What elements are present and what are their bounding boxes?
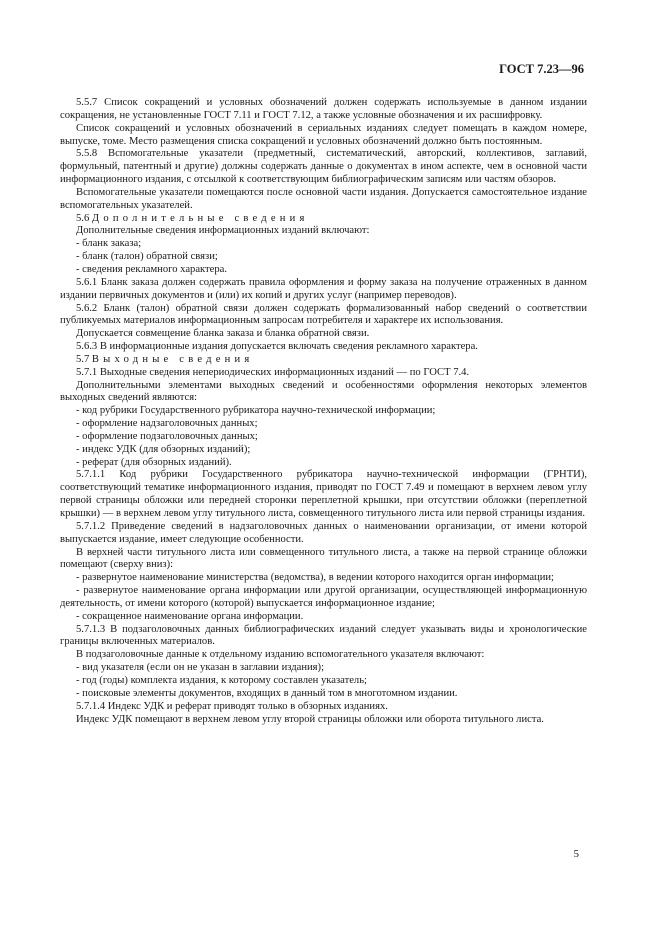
body-paragraph: 5.6.3 В информационные издания допускается включать сведения рекламного характера.	[76, 341, 478, 353]
body-paragraph: 5.5.8 Вспомогательные указатели (предметный, систематический, авторский, коллективов, заглавий, формульный, патентный и другие) должны содержать данные о документах в ином аспекте, чем в основной части информационного издания, с отсылкой к соответствующим библиографическим записям или частям обзоров.	[60, 148, 587, 186]
list-item: - бланк (талон) обратной связи;	[76, 251, 218, 263]
body-paragraph: Дополнительные сведения информационных изданий включают:	[76, 225, 370, 237]
body-paragraph: 5.7.1.2 Приведение сведений в надзаголовочных данных о наименовании организации, от имени которой выпускается издание, имеет следующие особенности.	[60, 520, 587, 545]
section-title: Дополнительные сведения	[91, 212, 309, 224]
document-code-header: ГОСТ 7.23—96	[499, 62, 584, 76]
list-item: - поисковые элементы документов, входящих в данный том в многотомном издании.	[76, 687, 458, 699]
section-number: 5.7	[76, 353, 90, 365]
list-item: - реферат (для обзорных изданий).	[76, 456, 232, 468]
section-number: 5.6	[76, 212, 90, 224]
body-paragraph: 5.7.1.1 Код рубрики Государственного рубрикатора научно-технической информации (ГРНТИ), соответствующий тематике информационного издания, приводят по ГОСТ 7.49 и помещают в верхнем левом углу первой страницы обложки или передней сторонки переплетной крышки, при отсутствии обложки (переплетной крышки) — в верхнем левом углу титульного листа, совмещенного титульного листа или первой страницы издания.	[60, 469, 587, 519]
body-paragraph: - развернутое наименование министерства (ведомства), в ведении которого находится орган информации;	[76, 572, 554, 584]
page-number: 5	[573, 848, 579, 860]
body-paragraph: 5.7.1.3 В подзаголовочных данных библиографических изданий следует указывать виды и хронологические границы включенных материалов.	[60, 623, 587, 648]
list-item: - оформление подзаголовочных данных;	[76, 430, 258, 442]
list-item: - сокращенное наименование органа информации.	[76, 610, 304, 622]
list-item: - сведения рекламного характера.	[76, 263, 228, 275]
body-paragraph: - развернутое наименование органа информации или другой организации, осуществляющей информационную деятельность, от имени которого (которой) выпускается информационное издание;	[60, 585, 587, 609]
body-paragraph: В верхней части титульного листа или совмещенного титульного листа, а также на первой странице обложки помещают (сверху вниз):	[60, 546, 587, 571]
body-paragraph: Вспомогательные указатели помещаются после основной части издания. Допускается самостоятельное издание вспомогательных указателей.	[60, 186, 587, 211]
body-paragraph: 5.7.1.4 Индекс УДК и реферат приводят только в обзорных изданиях.	[76, 700, 388, 712]
list-item: - индекс УДК (для обзорных изданий);	[76, 443, 251, 455]
section-heading	[60, 354, 587, 367]
document-body	[60, 97, 587, 726]
list-item: - оформление надзаголовочных данных;	[76, 418, 258, 430]
body-paragraph: Дополнительными элементами выходных сведений и особенностями оформления некоторых элементов выходных сведений являются:	[60, 379, 587, 404]
body-paragraph: Допускается совмещение бланка заказа и бланка обратной связи.	[76, 328, 370, 340]
body-paragraph: Индекс УДК помещают в верхнем левом углу второй страницы обложки или оборота титульного листа.	[76, 713, 544, 725]
list-item: - вид указателя (если он не указан в заглавии издания);	[76, 662, 325, 674]
body-paragraph: 5.6.2 Бланк (талон) обратной связи должен содержать формализованный набор сведений о соответствии публикуемых материалов информационным запросам потребителя и характере их использования.	[60, 302, 587, 327]
body-paragraph: В подзаголовочные данные к отдельному изданию вспомогательного указателя включают:	[76, 649, 485, 661]
body-paragraph: Список сокращений и условных обозначений в сериальных изданиях следует помещать в каждом номере, выпуске, томе. Место размещения списка сокращений и условных обозначений должно быть постоянным.	[60, 122, 587, 147]
list-item: - бланк заказа;	[76, 238, 142, 250]
list-item: - код рубрики Государственного рубрикатора научно-технической информации;	[76, 405, 436, 417]
body-paragraph: 5.6.1 Бланк заказа должен содержать правила оформления и форму заказа на получение отраженных в данном издании первичных документов и (или) их копий и других услуг (например переводов).	[60, 276, 587, 301]
list-item: - год (годы) комплекта издания, к которому составлен указатель;	[76, 674, 367, 686]
body-paragraph: 5.5.7 Список сокращений и условных обозначений должен содержать используемые в данном издании сокращения, не установленные ГОСТ 7.11 и ГОСТ 7.12, а также условные обозначения и их расшифровку.	[60, 97, 587, 121]
section-title: Выходные сведения	[91, 353, 254, 365]
section-heading	[60, 213, 587, 226]
body-paragraph: 5.7.1 Выходные сведения непериодических информационных изданий — по ГОСТ 7.4.	[76, 366, 470, 378]
